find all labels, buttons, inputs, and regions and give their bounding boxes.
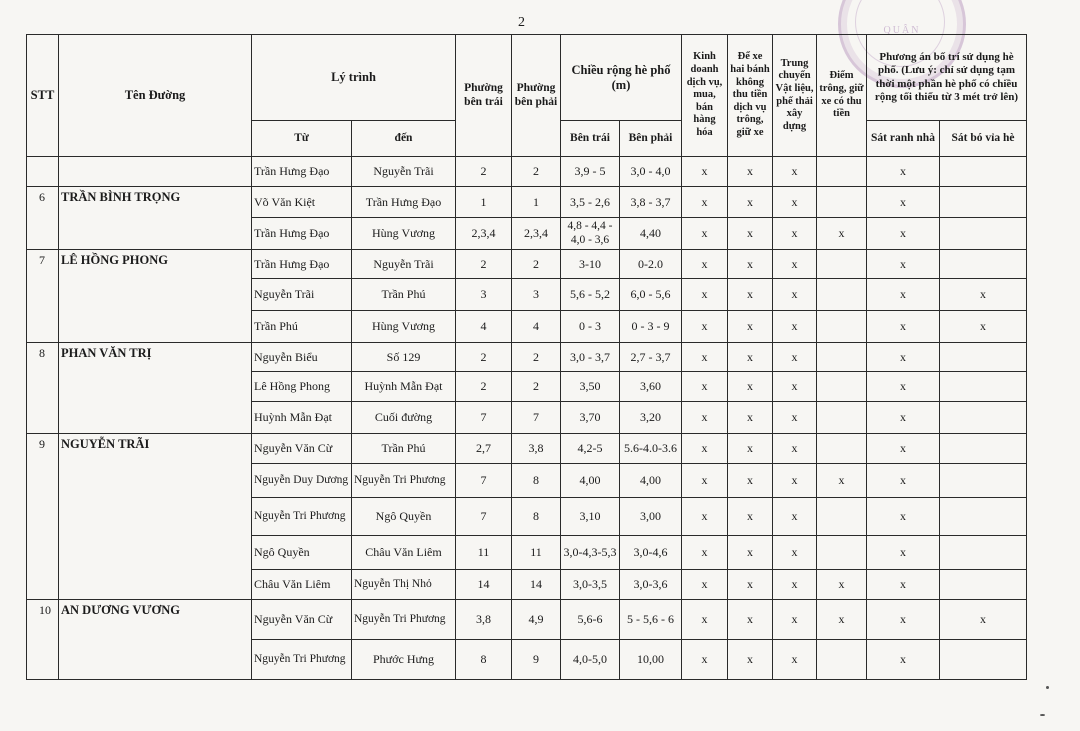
route-to: Ngô Quyền — [352, 498, 456, 536]
left-ward: 7 — [456, 498, 512, 536]
near-house-mark: x — [867, 498, 940, 536]
right-ward: 8 — [512, 498, 561, 536]
route-from: Nguyễn Văn Cừ — [252, 600, 352, 640]
material-mark: x — [773, 570, 817, 600]
right-ward: 2 — [512, 343, 561, 372]
right-ward: 2 — [512, 372, 561, 402]
business-mark: x — [682, 157, 728, 187]
left-ward: 2,3,4 — [456, 218, 512, 250]
business-mark: x — [682, 311, 728, 343]
header-near-curb: Sát bó vỉa hè — [940, 121, 1027, 157]
near-curb-mark — [940, 434, 1027, 464]
material-mark: x — [773, 464, 817, 498]
right-width: 6,0 - 5,6 — [620, 279, 682, 311]
right-width: 3,0 - 4,0 — [620, 157, 682, 187]
route-to: Nguyễn Tri Phương — [352, 464, 456, 498]
paid-parking-mark — [817, 640, 867, 680]
material-mark: x — [773, 279, 817, 311]
official-seal-text: QUẬN — [883, 25, 921, 36]
near-house-mark: x — [867, 187, 940, 218]
right-width: 0 - 3 - 9 — [620, 311, 682, 343]
free-parking-mark: x — [728, 464, 773, 498]
near-curb-mark — [940, 536, 1027, 570]
free-parking-mark: x — [728, 187, 773, 218]
paid-parking-mark — [817, 279, 867, 311]
business-mark: x — [682, 434, 728, 464]
near-curb-mark — [940, 402, 1027, 434]
business-mark: x — [682, 464, 728, 498]
material-mark: x — [773, 498, 817, 536]
left-width: 4,0-5,0 — [561, 640, 620, 680]
header-from: Từ — [252, 121, 352, 157]
route-to: Nguyễn Thị Nhỏ — [352, 570, 456, 600]
right-ward: 3 — [512, 279, 561, 311]
left-ward: 2 — [456, 250, 512, 279]
route-to: Phước Hưng — [352, 640, 456, 680]
near-house-mark: x — [867, 464, 940, 498]
right-width: 2,7 - 3,7 — [620, 343, 682, 372]
route-from: Lê Hồng Phong — [252, 372, 352, 402]
page-number: 2 — [518, 15, 525, 30]
near-house-mark: x — [867, 640, 940, 680]
right-ward: 9 — [512, 640, 561, 680]
left-ward: 14 — [456, 570, 512, 600]
free-parking-mark: x — [728, 157, 773, 187]
material-mark: x — [773, 372, 817, 402]
header-to: đến — [352, 121, 456, 157]
paid-parking-mark: x — [817, 600, 867, 640]
header-street-name: Tên Đường — [59, 35, 252, 157]
header-right-side: Bên phải — [620, 121, 682, 157]
material-mark: x — [773, 600, 817, 640]
table-row — [27, 343, 1027, 372]
left-width: 3,10 — [561, 498, 620, 536]
near-house-mark: x — [867, 372, 940, 402]
left-width: 5,6-6 — [561, 600, 620, 640]
right-ward: 11 — [512, 536, 561, 570]
business-mark: x — [682, 402, 728, 434]
near-curb-mark — [940, 570, 1027, 600]
route-to: Số 129 — [352, 343, 456, 372]
free-parking-mark: x — [728, 402, 773, 434]
left-ward: 11 — [456, 536, 512, 570]
table-row — [27, 250, 1027, 279]
scan-dot — [1040, 714, 1045, 716]
material-mark: x — [773, 343, 817, 372]
right-width: 3,8 - 3,7 — [620, 187, 682, 218]
free-parking-mark: x — [728, 279, 773, 311]
near-curb-mark: x — [940, 600, 1027, 640]
left-width: 3,70 — [561, 402, 620, 434]
header-paid-parking: Điểm trông, giữ xe có thu tiền — [817, 35, 867, 157]
table-row — [27, 157, 1027, 187]
material-mark: x — [773, 640, 817, 680]
table-row — [27, 600, 1027, 640]
material-mark: x — [773, 187, 817, 218]
near-curb-mark — [940, 640, 1027, 680]
header-route: Lý trình — [252, 35, 456, 121]
business-mark: x — [682, 600, 728, 640]
left-width: 5,6 - 5,2 — [561, 279, 620, 311]
right-ward: 2 — [512, 250, 561, 279]
header-free-parking: Để xe hai bánh không thu tiền dịch vụ trông, giữ xe — [728, 35, 773, 157]
business-mark: x — [682, 498, 728, 536]
material-mark: x — [773, 536, 817, 570]
paid-parking-mark — [817, 498, 867, 536]
material-mark: x — [773, 434, 817, 464]
material-mark: x — [773, 402, 817, 434]
near-curb-mark: x — [940, 311, 1027, 343]
left-width: 3,0 - 3,7 — [561, 343, 620, 372]
route-to: Hùng Vương — [352, 311, 456, 343]
paid-parking-mark — [817, 372, 867, 402]
near-house-mark: x — [867, 600, 940, 640]
left-width: 3-10 — [561, 250, 620, 279]
route-from: Nguyễn Văn Cừ — [252, 434, 352, 464]
material-mark: x — [773, 311, 817, 343]
near-house-mark: x — [867, 570, 940, 600]
paid-parking-mark — [817, 434, 867, 464]
route-from: Ngô Quyền — [252, 536, 352, 570]
route-to: Trần Hưng Đạo — [352, 187, 456, 218]
paid-parking-mark: x — [817, 464, 867, 498]
route-from: Trần Hưng Đạo — [252, 250, 352, 279]
paid-parking-mark — [817, 536, 867, 570]
header-business: Kinh doanh dịch vụ, mua, bán hàng hóa — [682, 35, 728, 157]
route-from: Châu Văn Liêm — [252, 570, 352, 600]
route-from: Võ Văn Kiệt — [252, 187, 352, 218]
near-house-mark: x — [867, 343, 940, 372]
paid-parking-mark — [817, 311, 867, 343]
free-parking-mark: x — [728, 434, 773, 464]
free-parking-mark: x — [728, 372, 773, 402]
business-mark: x — [682, 372, 728, 402]
left-ward: 1 — [456, 187, 512, 218]
left-width: 3,0-4,3-5,3 — [561, 536, 620, 570]
free-parking-mark: x — [728, 600, 773, 640]
route-from: Trần Phú — [252, 311, 352, 343]
right-width: 3,0-3,6 — [620, 570, 682, 600]
street-name-cell — [59, 157, 252, 187]
stt-cell: 7 — [27, 250, 59, 343]
paid-parking-mark — [817, 250, 867, 279]
near-house-mark: x — [867, 157, 940, 187]
right-width: 3,60 — [620, 372, 682, 402]
left-ward: 3 — [456, 279, 512, 311]
left-ward: 4 — [456, 311, 512, 343]
route-from: Nguyễn Duy Dương — [252, 464, 352, 498]
paid-parking-mark — [817, 343, 867, 372]
route-to: Cuối đường — [352, 402, 456, 434]
near-curb-mark — [940, 187, 1027, 218]
business-mark: x — [682, 536, 728, 570]
route-to: Trần Phú — [352, 279, 456, 311]
route-to: Huỳnh Mẫn Đạt — [352, 372, 456, 402]
route-from: Nguyễn Tri Phương — [252, 640, 352, 680]
paid-parking-mark — [817, 187, 867, 218]
near-curb-mark: x — [940, 279, 1027, 311]
route-to: Châu Văn Liêm — [352, 536, 456, 570]
stt-cell: 8 — [27, 343, 59, 434]
right-width: 0-2.0 — [620, 250, 682, 279]
business-mark: x — [682, 218, 728, 250]
paid-parking-mark: x — [817, 570, 867, 600]
free-parking-mark: x — [728, 640, 773, 680]
left-width: 4,2-5 — [561, 434, 620, 464]
header-right-ward: Phường bên phải — [512, 35, 561, 157]
right-ward: 3,8 — [512, 434, 561, 464]
left-width: 4,8 - 4,4 - 4,0 - 3,6 — [561, 218, 620, 250]
near-house-mark: x — [867, 250, 940, 279]
left-width: 4,00 — [561, 464, 620, 498]
left-ward: 2 — [456, 157, 512, 187]
paid-parking-mark — [817, 402, 867, 434]
table-row — [27, 434, 1027, 464]
left-ward: 2 — [456, 372, 512, 402]
route-to: Trần Phú — [352, 434, 456, 464]
right-width: 4,00 — [620, 464, 682, 498]
near-curb-mark — [940, 343, 1027, 372]
right-ward: 2 — [512, 157, 561, 187]
near-house-mark: x — [867, 434, 940, 464]
right-width: 3,20 — [620, 402, 682, 434]
near-curb-mark — [940, 157, 1027, 187]
free-parking-mark: x — [728, 218, 773, 250]
route-to: Hùng Vương — [352, 218, 456, 250]
near-curb-mark — [940, 250, 1027, 279]
free-parking-mark: x — [728, 570, 773, 600]
material-mark: x — [773, 157, 817, 187]
stt-cell: 10 — [27, 600, 59, 680]
route-from: Nguyễn Biểu — [252, 343, 352, 372]
header-left-side: Bên trái — [561, 121, 620, 157]
business-mark: x — [682, 640, 728, 680]
right-width: 4,40 — [620, 218, 682, 250]
route-to: Nguyễn Trãi — [352, 157, 456, 187]
left-width: 3,9 - 5 — [561, 157, 620, 187]
left-ward: 7 — [456, 402, 512, 434]
material-mark: x — [773, 218, 817, 250]
route-from: Trần Hưng Đạo — [252, 218, 352, 250]
free-parking-mark: x — [728, 498, 773, 536]
left-width: 3,0-3,5 — [561, 570, 620, 600]
near-house-mark: x — [867, 402, 940, 434]
left-width: 3,50 — [561, 372, 620, 402]
header-sidewalk-width: Chiều rộng hè phố (m) — [561, 35, 682, 121]
right-width: 5 - 5,6 - 6 — [620, 600, 682, 640]
route-from: Huỳnh Mẫn Đạt — [252, 402, 352, 434]
stt-cell: 6 — [27, 187, 59, 250]
free-parking-mark: x — [728, 250, 773, 279]
sidewalk-usage-table — [26, 34, 1027, 680]
right-ward: 7 — [512, 402, 561, 434]
street-name-cell: AN DƯƠNG VƯƠNG — [59, 600, 252, 680]
route-from: Nguyễn Tri Phương — [252, 498, 352, 536]
header-stt: STT — [27, 35, 59, 157]
route-to: Nguyễn Tri Phương — [352, 600, 456, 640]
scan-dot — [1046, 686, 1049, 689]
left-width: 3,5 - 2,6 — [561, 187, 620, 218]
business-mark: x — [682, 570, 728, 600]
street-name-cell: LÊ HỒNG PHONG — [59, 250, 252, 343]
street-name-cell: TRẦN BÌNH TRỌNG — [59, 187, 252, 250]
left-ward: 2,7 — [456, 434, 512, 464]
left-ward: 7 — [456, 464, 512, 498]
route-to: Nguyễn Trãi — [352, 250, 456, 279]
right-width: 10,00 — [620, 640, 682, 680]
street-name-cell: PHAN VĂN TRỊ — [59, 343, 252, 434]
stt-cell — [27, 157, 59, 187]
near-house-mark: x — [867, 536, 940, 570]
right-ward: 2,3,4 — [512, 218, 561, 250]
business-mark: x — [682, 250, 728, 279]
business-mark: x — [682, 279, 728, 311]
left-ward: 2 — [456, 343, 512, 372]
right-width: 5.6-4.0-3.6 — [620, 434, 682, 464]
business-mark: x — [682, 187, 728, 218]
right-ward: 14 — [512, 570, 561, 600]
material-mark: x — [773, 250, 817, 279]
route-from: Nguyễn Trãi — [252, 279, 352, 311]
near-curb-mark — [940, 464, 1027, 498]
header-left-ward: Phường bên trái — [456, 35, 512, 157]
paid-parking-mark — [817, 157, 867, 187]
table-row — [27, 187, 1027, 218]
right-ward: 4,9 — [512, 600, 561, 640]
near-house-mark: x — [867, 279, 940, 311]
left-ward: 8 — [456, 640, 512, 680]
header-near-house: Sát ranh nhà — [867, 121, 940, 157]
near-curb-mark — [940, 218, 1027, 250]
free-parking-mark: x — [728, 536, 773, 570]
header-material-transfer: Trung chuyển Vật liệu, phế thải xây dựng — [773, 35, 817, 157]
free-parking-mark: x — [728, 343, 773, 372]
near-curb-mark — [940, 498, 1027, 536]
right-ward: 8 — [512, 464, 561, 498]
left-width: 0 - 3 — [561, 311, 620, 343]
route-from: Trần Hưng Đạo — [252, 157, 352, 187]
free-parking-mark: x — [728, 311, 773, 343]
street-name-cell: NGUYỄN TRÃI — [59, 434, 252, 600]
stt-cell: 9 — [27, 434, 59, 600]
right-ward: 4 — [512, 311, 561, 343]
paid-parking-mark: x — [817, 218, 867, 250]
near-curb-mark — [940, 372, 1027, 402]
business-mark: x — [682, 343, 728, 372]
header-layout-plan: Phương án bố trí sử dụng hè phố. (Lưu ý: chỉ sử dụng tạm thời một phần hè phố có chiều rộng tối thiểu từ 3 mét trở lên) — [867, 35, 1027, 121]
right-ward: 1 — [512, 187, 561, 218]
right-width: 3,00 — [620, 498, 682, 536]
right-width: 3,0-4,6 — [620, 536, 682, 570]
near-house-mark: x — [867, 311, 940, 343]
left-ward: 3,8 — [456, 600, 512, 640]
near-house-mark: x — [867, 218, 940, 250]
